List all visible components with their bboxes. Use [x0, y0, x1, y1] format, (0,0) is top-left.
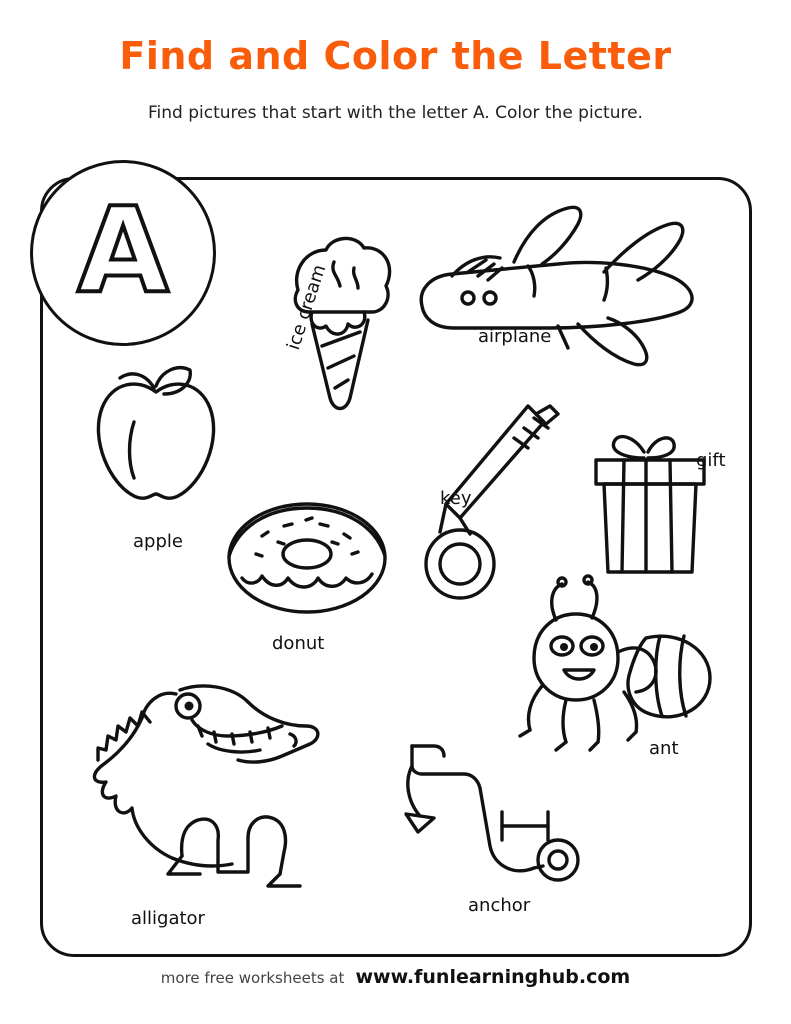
caption-apple: apple: [133, 531, 183, 552]
caption-gift: gift: [696, 450, 726, 471]
footer-prefix: more free worksheets at: [160, 969, 345, 987]
caption-airplane: airplane: [478, 326, 552, 347]
page-title: Find and Color the Letter: [119, 34, 672, 78]
caption-ant: ant: [649, 738, 679, 759]
footer-site: www.funlearninghub.com: [355, 966, 631, 988]
caption-key: key: [440, 488, 472, 509]
picture-apple[interactable]: [86, 352, 226, 512]
picture-airplane[interactable]: [408, 198, 718, 368]
target-letter: A: [77, 181, 169, 319]
instructions-text: Find pictures that start with the letter A. Color the picture.: [148, 103, 643, 123]
caption-donut: donut: [272, 633, 325, 654]
caption-anchor: anchor: [468, 895, 531, 916]
caption-ice-cream: ice cream: [283, 262, 331, 353]
caption-alligator: alligator: [131, 908, 205, 929]
footer: [0, 966, 791, 988]
picture-alligator[interactable]: [72, 660, 332, 900]
target-letter-badge: [30, 160, 216, 346]
picture-donut[interactable]: [222, 492, 392, 622]
picture-anchor[interactable]: [398, 740, 588, 895]
picture-gift[interactable]: [582, 418, 722, 588]
